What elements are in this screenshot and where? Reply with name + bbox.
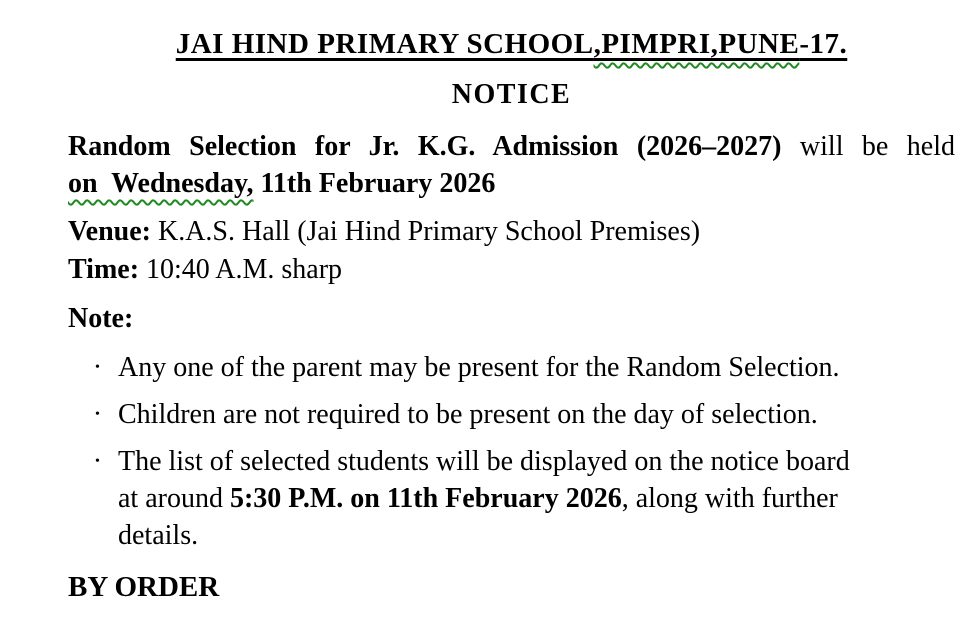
time-value: 10:40 A.M. sharp [146,254,343,285]
list-item [68,349,955,386]
bullet-3-text [118,443,955,554]
bullet-1-text: Any one of the parent may be present for the Random Selection. [118,352,840,383]
intro-paragraph [68,128,955,202]
bullet-3-line2-pre: at around [118,483,223,514]
intro-line-2 [68,165,955,202]
note-bullet-list [68,349,955,554]
bullet-dot-icon: • [95,407,100,422]
list-item [68,396,955,433]
intro-line-1 [68,128,955,165]
list-item [68,443,955,554]
bullet-3-line2-post: , along with further [621,483,838,514]
intro-line1-regular: will be held [799,131,956,162]
bullet-3-line2-bold: 5:30 P.M. on 11th February 2026 [229,483,622,514]
intro-line2-grammarcheck: on Wednesday, [68,168,254,199]
bullet-3-line3: details. [118,520,199,551]
bullet-3-line1: The list of selected students will be displayed on the notice board [118,446,850,477]
school-pin: -17. [799,28,848,60]
venue-value: K.A.S. Hall (Jai Hind Primary School Premises) [157,216,701,247]
by-order-footer: BY ORDER [68,571,220,603]
bullet-dot-icon: • [95,454,100,469]
intro-line2-date: 11th February 2026 [260,168,496,199]
bullet-dot-icon: • [95,360,100,375]
venue-label: Venue: [68,216,151,247]
venue-line [68,213,955,251]
page-title [68,24,955,64]
notice-heading: NOTICE [451,79,572,110]
intro-line1-bold: Random Selection for Jr. K.G. Admission (2026–2027) [68,131,782,162]
school-name: JAI HIND PRIMARY SCHOOL [175,28,594,60]
bullet-2-text: Children are not required to be present on the day of selection. [118,399,818,430]
time-label: Time: [68,254,140,285]
time-line [68,251,955,289]
school-location-spellcheck: ,PIMPRI,PUNE [593,28,800,60]
note-label: Note: [68,303,134,334]
